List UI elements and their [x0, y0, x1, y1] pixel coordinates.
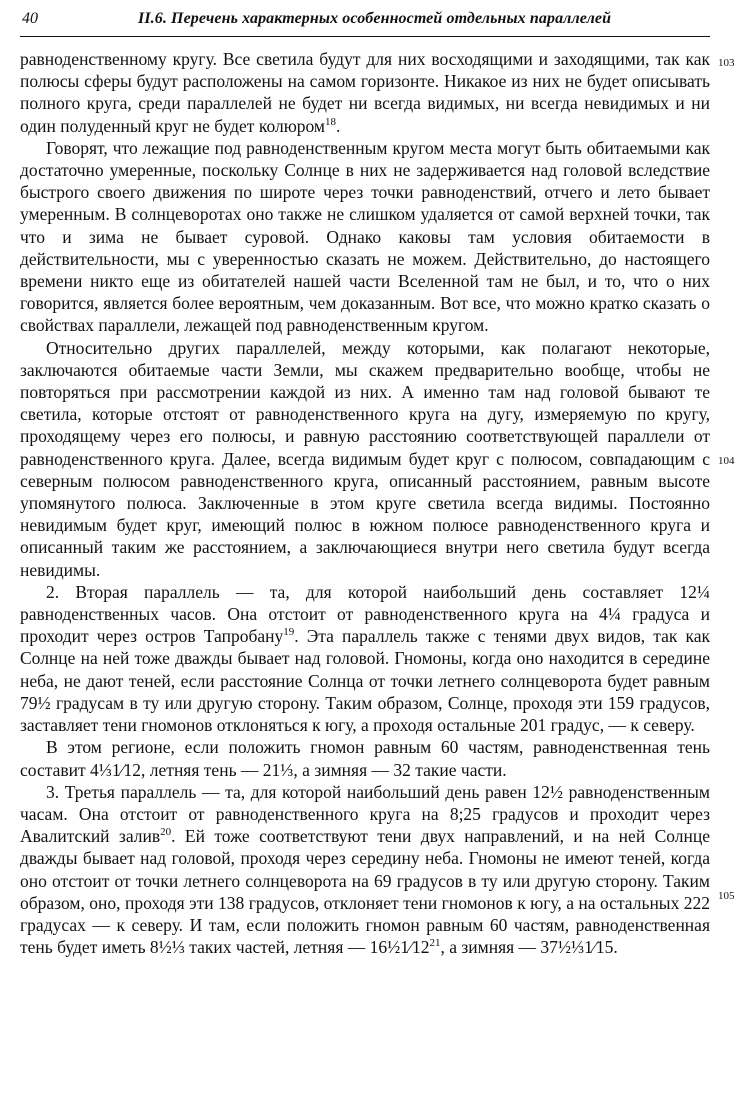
margin-number: 104 [718, 455, 735, 467]
page-number: 40 [22, 10, 38, 27]
footnote-ref: 19 [283, 626, 295, 639]
footnote-ref: 21 [429, 937, 441, 950]
paragraph: В этом регионе, если положить гномон равным 60 частям, равноденственная тень составит 4⅓1⁄12, летняя тень — 21⅓, а зимняя — 32 такие части. [20, 737, 710, 780]
paragraph: 3. Третья параллель — та, для которой наибольший день равен 12½ равноденственным часам. Она отстоит от равноденственного круга на 8;25 градусов и проходит через Авалитский залив$^{20}$. Ей тоже соответствуют тени двух направлений, и на ней Солнце дважды бывает над головой, проходя через середину неба. Гномоны не имеют теней, когда оно отстоит от точки летнего солнцеворота на 69 градусов в ту или другую сторону. Таким образом, оно, проходя эти 138 градусов, отклоняет тени гномонов к югу, а на остальных 222 градусах — к северу. И там, если положить гномон равным 60 частям, равноденственная тень будет иметь 8½⅓ таких частей, летняя — $16\frac{1}{2}1⁄12^{21}$, а зимняя — 37½⅓1⁄15. [20, 781, 710, 958]
paragraph: Относительно других параллелей, между которыми, как полагают некоторые, заключаются обитаемые части Земли, мы скажем предварительно вообще, чтобы не повторяться при рассмотрении каждой из них. А именно там над головой бывают те светила, которые отстоят от равноденственного круга на дугу, измеряемую по кругу, проходящему через его полюсы, и равную расстоянию соответствующей параллели от равноденственного круга. Далее, всегда видимым будет круг с полюсом, совпадающим с северным полюсом равноденственного круга, описанный расстоянием, равным высоте упомянутого полюса. Заключенные в этом круге светила всегда видимы. Постоянно невидимым будет круг, имеющий полюс в южном полюсе равноденственного круга и описанный таким же расстоянием, а заключающиеся внутри него светила будут всегда невидимы. [20, 337, 710, 580]
footnote-ref: 20 [160, 826, 172, 839]
paragraph: равноденственному кругу. Все светила будут для них восходящими и заходящими, так как полюсы сферы будут расположены на самом горизонте. Никакое из них не будет описывать полного круга, среди параллелей не будет ни всегда видимых, ни всегда невидимых и ни один полуденный круг не будет колюром$^{18}$. [20, 49, 710, 136]
margin-number: 103 [718, 57, 735, 69]
margin-number: 105 [718, 890, 735, 902]
footnote-ref: 18 [325, 115, 337, 128]
running-title: II.6. Перечень характерных особенностей отдельных параллелей [138, 10, 612, 27]
paragraph: 2. Вторая параллель — та, для которой наибольший день составляет 12¼ равноденственных часов. Она отстоит от равноденственного круга на 4¼ градуса и проходит через остров Тапробану$^{19}$. Эта параллель также с тенями двух видов, так как Солнце на ней тоже дважды бывает над головой. Гномоны, когда оно находится в середине неба, не дают теней, если расстояние Солнца от точки летнего солнцеворота будет равным 79½ градусам в ту или другую сторону. Таким образом, Солнце, проходя эти 159 градусов, заставляет тени гномонов отклоняться к югу, а проходя остальные 201 градус, — к северу. [20, 581, 710, 736]
body-text [20, 48, 710, 958]
paragraph: Говорят, что лежащие под равноденственным кругом места могут быть обитаемыми как достаточно умеренные, поскольку Солнце в них не задерживается над головой вследствие быстрого своего движения по широте через точки равноденствий, отчего и лето бывает умеренным. В солнцеворотах оно также не слишком удаляется от самой верхней точки, так что и зима не бывает суровой. Однако каковы там условия обитаемости в действительности, мы с уверенностью сказать не можем. Действительно, до настоящего времени никто еще из обитателей нашей части Вселенной там не был, и то, что о них говорится, является более вероятным, чем доказанным. Вот все, что можно кратко сказать о свойствах параллели, лежащей под равноденственным кругом. [20, 137, 710, 336]
running-header [20, 6, 710, 37]
